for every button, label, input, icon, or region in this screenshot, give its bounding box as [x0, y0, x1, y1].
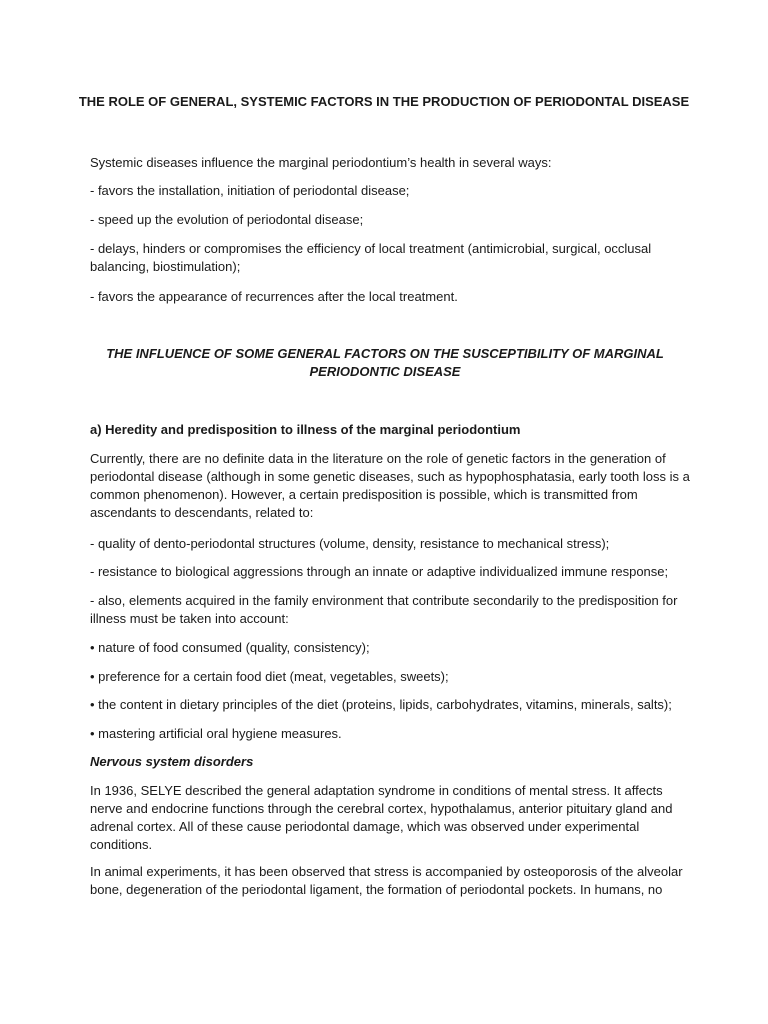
section-a-paragraph: Currently, there are no definite data in the literature on the role of genetic factors in the generation of periodontal disease (although in some genetic diseases, such as hypophosphatasia, early tooth loss is a common phenomenon). However, a certain predisposition is possible, which is transmitted from ascendants to descendants, related to: — [90, 451, 690, 520]
section-subtitle: THE INFLUENCE OF SOME GENERAL FACTORS ON THE SUSCEPTIBILITY OF MARGINAL PERIODONTIC DISEASE — [106, 346, 664, 379]
nervous-paragraph-2: In animal experiments, it has been observed that stress is accompanied by osteoporosis of the alveolar bone, degeneration of the periodontal ligament, the formation of periodontal pockets. In humans, no — [90, 864, 683, 897]
diet-bullet: • preference for a certain food diet (meat, vegetables, sweets); — [90, 669, 449, 684]
nervous-heading: Nervous system disorders — [90, 754, 254, 769]
diet-bullet: • nature of food consumed (quality, consistency); — [90, 640, 370, 655]
intro-paragraph: Systemic diseases influence the marginal periodontium’s health in several ways: — [90, 155, 552, 170]
section-a-heading: a) Heredity and predisposition to illness of the marginal periodontium — [90, 422, 521, 437]
section-a-item: - quality of dento-periodontal structures (volume, density, resistance to mechanical stress); — [90, 536, 610, 551]
diet-bullet: • mastering artificial oral hygiene measures. — [90, 726, 342, 741]
intro-item: - speed up the evolution of periodontal disease; — [90, 212, 364, 227]
nervous-paragraph-1: In 1936, SELYE described the general adaptation syndrome in conditions of mental stress. It affects nerve and endocrine functions through the cerebral cortex, hypothalamus, anterior pituitary gland and adrenal cortex. All of these cause periodontal damage, which was observed under experimental conditions. — [90, 783, 673, 852]
section-a-item: - resistance to biological aggressions through an innate or adaptive individualized immune response; — [90, 564, 669, 579]
diet-bullet: • the content in dietary principles of the diet (proteins, lipids, carbohydrates, vitamins, minerals, salts); — [90, 697, 672, 712]
document-title: THE ROLE OF GENERAL, SYSTEMIC FACTORS IN THE PRODUCTION OF PERIODONTAL DISEASE — [78, 94, 690, 109]
intro-item: - delays, hinders or compromises the efficiency of local treatment (antimicrobial, surgical, occlusal balancing, biostimulation); — [90, 241, 652, 274]
intro-item: - favors the installation, initiation of periodontal disease; — [90, 183, 410, 198]
section-a-item: - also, elements acquired in the family environment that contribute secondarily to the predisposition for illness must be taken into account: — [90, 593, 678, 626]
intro-item: - favors the appearance of recurrences after the local treatment. — [90, 289, 458, 304]
